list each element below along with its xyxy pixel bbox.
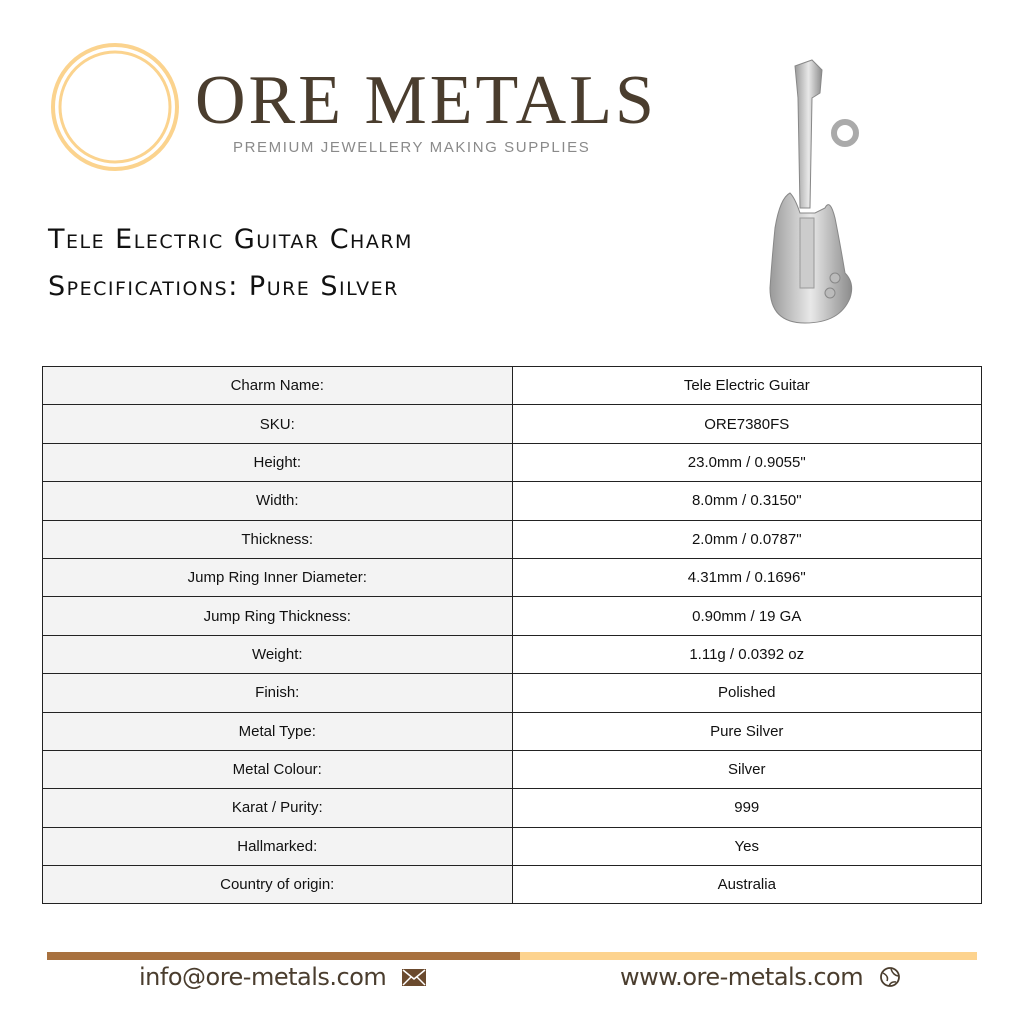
spec-value: 0.90mm / 19 GA [512, 597, 982, 635]
product-title: Tele Electric Guitar Charm [48, 224, 413, 255]
spec-label: Weight: [43, 635, 513, 673]
table-row [43, 520, 982, 558]
table-row [43, 558, 982, 596]
spec-value: Yes [512, 827, 982, 865]
spec-label: Hallmarked: [43, 827, 513, 865]
spec-label: Karat / Purity: [43, 789, 513, 827]
spec-label: Country of origin: [43, 866, 513, 904]
brand-name: ORE METALS [195, 62, 657, 139]
table-row [43, 405, 982, 443]
logo-ring-icon [50, 42, 180, 172]
spec-value: Pure Silver [512, 712, 982, 750]
spec-label: Width: [43, 482, 513, 520]
globe-icon [879, 966, 901, 988]
table-row [43, 635, 982, 673]
footer-bar-brown [47, 952, 520, 960]
table-row [43, 482, 982, 520]
spec-value: 23.0mm / 0.9055" [512, 443, 982, 481]
specifications-table [42, 366, 982, 904]
spec-value: 8.0mm / 0.3150" [512, 482, 982, 520]
spec-label: Metal Colour: [43, 750, 513, 788]
spec-value: Tele Electric Guitar [512, 367, 982, 405]
spec-label: SKU: [43, 405, 513, 443]
spec-value: Silver [512, 750, 982, 788]
envelope-icon [402, 969, 426, 986]
table-row [43, 827, 982, 865]
spec-value: 1.11g / 0.0392 oz [512, 635, 982, 673]
table-row [43, 597, 982, 635]
spec-value: Australia [512, 866, 982, 904]
table-row [43, 712, 982, 750]
spec-value: 4.31mm / 0.1696" [512, 558, 982, 596]
spec-label: Thickness: [43, 520, 513, 558]
table-row [43, 367, 982, 405]
spec-label: Charm Name: [43, 367, 513, 405]
website-contact[interactable] [620, 963, 901, 991]
website-link[interactable]: www.ore-metals.com [620, 963, 864, 991]
brand-tagline: PREMIUM JEWELLERY MAKING SUPPLIES [233, 139, 591, 156]
table-row [43, 674, 982, 712]
spec-value: 999 [512, 789, 982, 827]
table-row [43, 789, 982, 827]
email-contact[interactable] [139, 963, 426, 991]
guitar-charm-image [760, 58, 870, 328]
spec-label: Height: [43, 443, 513, 481]
footer-bar-gold [520, 952, 977, 960]
table-row [43, 443, 982, 481]
email-link[interactable]: info@ore-metals.com [139, 963, 387, 991]
spec-value: Polished [512, 674, 982, 712]
spec-label: Finish: [43, 674, 513, 712]
product-subtitle: Specifications: Pure Silver [48, 271, 399, 302]
spec-label: Jump Ring Thickness: [43, 597, 513, 635]
table-row [43, 750, 982, 788]
table-row [43, 866, 982, 904]
spec-value: 2.0mm / 0.0787" [512, 520, 982, 558]
spec-label: Jump Ring Inner Diameter: [43, 558, 513, 596]
spec-value: ORE7380FS [512, 405, 982, 443]
spec-label: Metal Type: [43, 712, 513, 750]
